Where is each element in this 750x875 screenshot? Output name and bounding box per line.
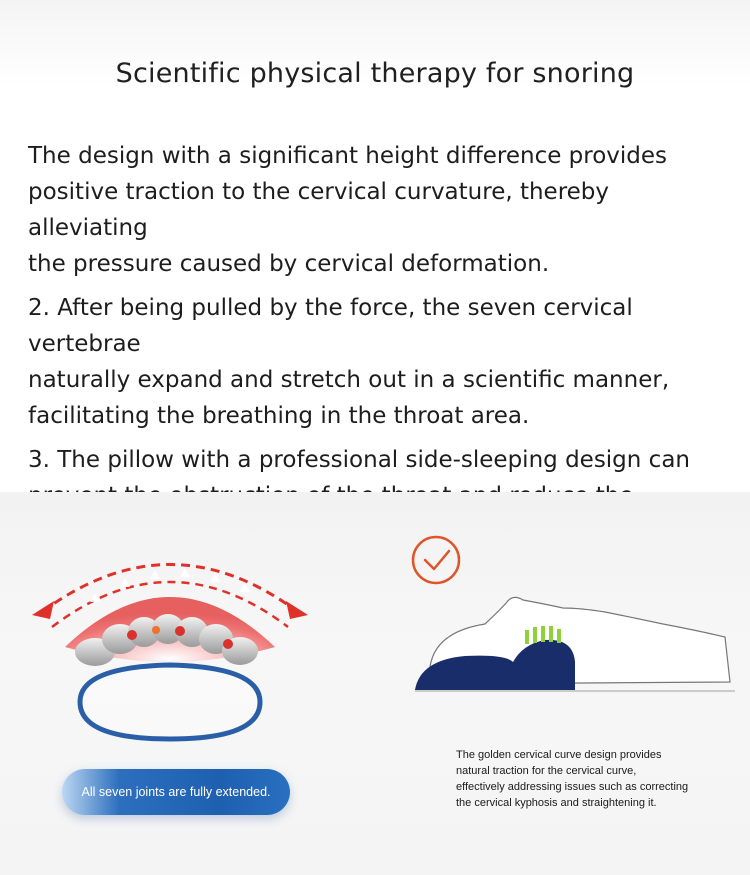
joints-extended-badge: All seven joints are fully extended. xyxy=(62,769,290,815)
illustration-section xyxy=(0,492,750,875)
arrow-left-icon xyxy=(32,601,54,619)
pillow-outline xyxy=(80,665,260,739)
mattress-line xyxy=(415,690,735,692)
spine-traction-illustration xyxy=(20,527,330,757)
page-title: Scientific physical therapy for snoring xyxy=(115,58,635,89)
cervical-curve-caption: The golden cervical curve design provides natural traction for the cervical curve, effectively addressing issues such as correcting the cervical kyphosis and straightening it. xyxy=(456,749,689,809)
arrow-right-icon xyxy=(286,601,308,619)
feature-point-1: The design with a significant height difference provides positive traction to the cervical curvature, thereby alleviating the pressure caused by cervical deformation. xyxy=(28,143,668,277)
feature-point-2: 2. After being pulled by the force, the seven cervical vertebrae naturally expand and stretch out in a scientific manner, facilitating the breathing in the throat area. xyxy=(28,295,670,429)
check-circle-icon xyxy=(413,537,459,583)
feature-point-3: 3. The pillow with a professional side-sleeping design can xyxy=(28,447,690,473)
side-sleeping-illustration xyxy=(395,512,740,712)
